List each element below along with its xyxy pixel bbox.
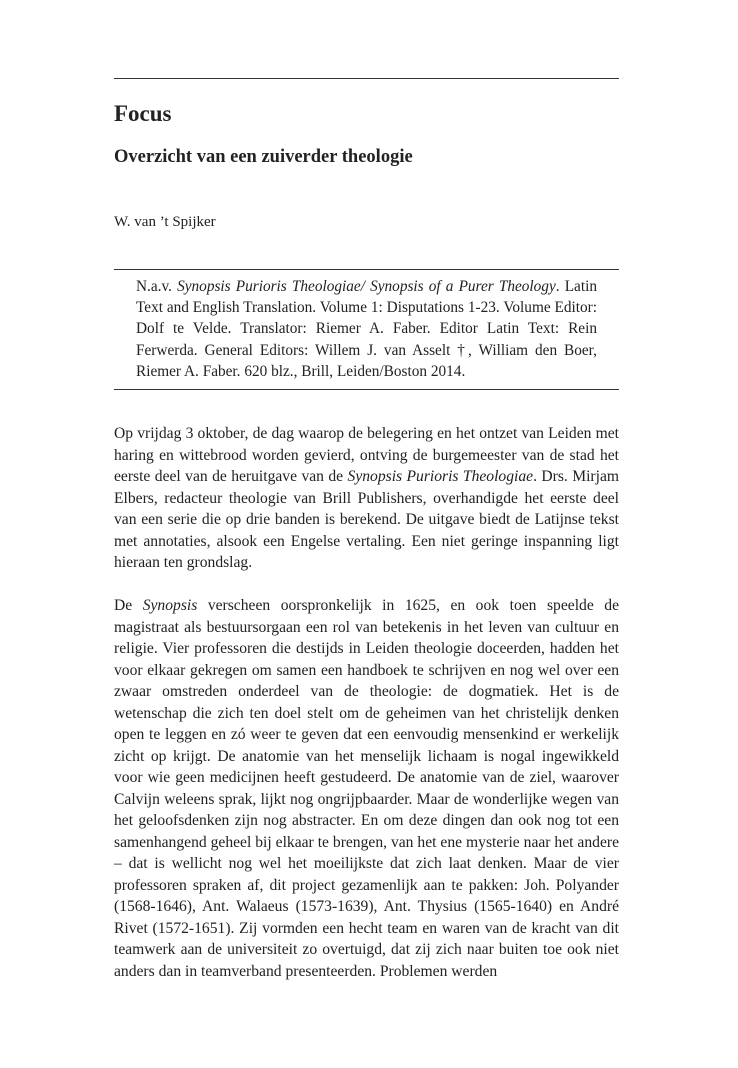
paragraph-1-text-a: Op vrijdag 3 oktober, de dag waarop de belegering en het ontzet van Leiden met haring en wittebrood worden gevierd, ontving de burgemeester van de stad het eerste deel van de heruitgave van de xyxy=(114,425,619,485)
paragraph-1-text-b: . Drs. Mirjam Elbers, redacteur theologie van Brill Publishers, overhandigde het eerste deel van een serie die op drie banden is berekend. De uitgave biedt de Latijnse tekst met annotaties, alsook een Engelse vertaling. Een niet geringe inspanning ligt hieraan ten grondslag. xyxy=(114,468,619,571)
book-review-reference xyxy=(136,276,597,382)
paragraph-2-italic: Synopsis xyxy=(142,597,198,614)
paragraph-2-text-b: verscheen oorspronkelijk in 1625, en ook toen speelde de magistraat als bestuursorgaan een rol van betekenis in het leven van cultuur en religie. Vier professoren die destijds in Leiden theologie doceerden, hadden het voor elkaar gekregen om samen een handboek te schrijven en nog wel over een zwaar omstreden onderdeel van de theologie: de dogmatiek. Het is de wetenschap die zich ten doel stelt om de geheimen van het christelijk denken open te leggen en zó weer te geven dat een eenvoudig mensenkind er werkelijk zicht op krijgt. De anatomie van het menselijk lichaam is nogal ingewikkeld voor wie geen medicijnen heeft gestudeerd. De anatomie van de ziel, waarover Calvijn weleens sprak, lijkt nog ongrijpbaarder. Maar de wonderlijke wegen van het geloofsdenken zijn nog abstracter. En om deze dingen dan ook nog tot een samenhangend geheel bij elkaar te brengen, van het ene mysterie naar het andere – dat is wellicht nog wel het moeilijkste dat zich laat denken. Maar de vier professoren spraken af, dit project gezamenlijk aan te pakken: Joh. Polyander (1568-1646), Ant. Walaeus (1573-1639), Ant. Thysius (1565-1640) en André Rivet (1572-1651). Zij vormden een hecht team en waren van de kracht van dit teamwerk aan de universiteit zo overtuigd, dat zij zich naar buiten toe ook niet anders dan in teamverband presenteerden. Problemen werden xyxy=(114,597,619,980)
review-details: . Latin Text and English Translation. Volume 1: Disputations 1-23. Volume Editor: Dolf te Velde. Translator: Riemer A. Faber. Editor Latin Text: Rein Ferwerda. General Editors: Willem J. van Asselt †, William den Boer, Riemer A. Faber. 620 blz., Brill, Leiden/Boston 2014. xyxy=(136,278,597,380)
review-prefix: N.a.v. xyxy=(136,278,178,295)
section-heading: Focus xyxy=(114,101,172,126)
review-top-rule xyxy=(114,269,619,270)
paragraph-2-text-a: De xyxy=(114,597,143,614)
article-title: Overzicht van een zuiverder theologie xyxy=(114,147,413,167)
top-rule xyxy=(114,78,619,79)
paragraph-2 xyxy=(114,595,619,982)
article-body xyxy=(114,423,619,982)
paragraph-1 xyxy=(114,423,619,574)
book-title: Synopsis Purioris Theologiae/ Synopsis of a Purer Theology xyxy=(177,278,556,295)
author-name: W. van ’t Spijker xyxy=(114,214,216,230)
review-bottom-rule xyxy=(114,389,619,390)
paragraph-1-italic: Synopsis Purioris Theologiae xyxy=(347,468,534,485)
